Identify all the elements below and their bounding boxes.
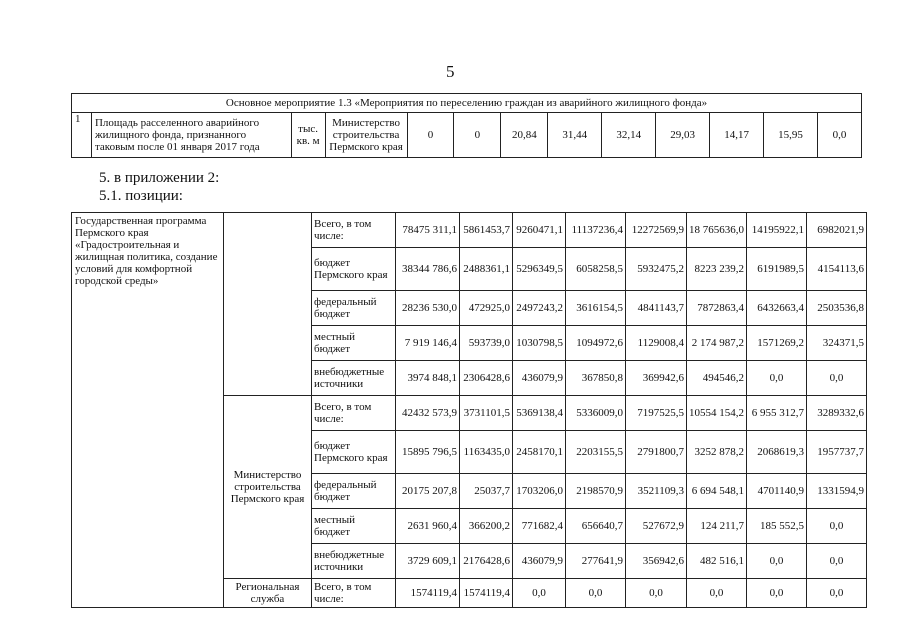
table-cell: 277641,9	[566, 544, 626, 579]
table-row	[72, 213, 867, 248]
table-cell: 7 919 146,4	[396, 326, 460, 361]
indicator-value: 32,14	[602, 113, 656, 158]
table-cell: 5932475,2	[626, 248, 687, 291]
indicator-value: 0,0	[818, 113, 862, 158]
funding-source: местный бюджет	[312, 509, 396, 544]
table-cell: 3729 609,1	[396, 544, 460, 579]
table-cell: 18 765636,0	[687, 213, 747, 248]
table-cell: 324371,5	[807, 326, 867, 361]
funding-source: внебюджетные источники	[312, 361, 396, 396]
table-cell: 2198570,9	[566, 474, 626, 509]
table-cell: 6432663,4	[747, 291, 807, 326]
table-cell: 1574119,4	[396, 579, 460, 608]
table-cell: 7197525,5	[626, 396, 687, 431]
table-cell: 14195922,1	[747, 213, 807, 248]
table-cell: 1957737,7	[807, 431, 867, 474]
table-cell: 1331594,9	[807, 474, 867, 509]
funding-source: федеральный бюджет	[312, 474, 396, 509]
table-cell: 0,0	[687, 579, 747, 608]
table-cell: 369942,6	[626, 361, 687, 396]
table-cell: 6982021,9	[807, 213, 867, 248]
indicator-executor: Министерство строительства Пермского края	[325, 113, 407, 158]
table-cell: 9260471,1	[513, 213, 566, 248]
table-cell: 3974 848,1	[396, 361, 460, 396]
executor-cell: Министерство строительства Пермского края	[224, 396, 312, 579]
funding-source: Всего, в том числе:	[312, 213, 396, 248]
table-cell: 5296349,5	[513, 248, 566, 291]
indicator-unit: тыс. кв. м	[291, 113, 325, 158]
table-cell: 7872863,4	[687, 291, 747, 326]
table-cell: 2497243,2	[513, 291, 566, 326]
indicator-row-number: 1	[72, 113, 92, 158]
table-cell: 0,0	[747, 361, 807, 396]
table-cell: 0,0	[513, 579, 566, 608]
table-cell: 656640,7	[566, 509, 626, 544]
funding-source: федеральный бюджет	[312, 291, 396, 326]
table-cell: 4701140,9	[747, 474, 807, 509]
table-cell: 4841143,7	[626, 291, 687, 326]
indicator-value: 20,84	[501, 113, 548, 158]
table-cell: 78475 311,1	[396, 213, 460, 248]
table-cell: 771682,4	[513, 509, 566, 544]
table-cell: 494546,2	[687, 361, 747, 396]
table-cell: 25037,7	[460, 474, 513, 509]
table-cell: 6058258,5	[566, 248, 626, 291]
funding-source: бюджет Пермского края	[312, 431, 396, 474]
table-cell: 2 174 987,2	[687, 326, 747, 361]
indicator-value: 0	[407, 113, 454, 158]
table-cell: 356942,6	[626, 544, 687, 579]
funding-source: внебюджетные источники	[312, 544, 396, 579]
table-cell: 6 694 548,1	[687, 474, 747, 509]
table-cell: 124 211,7	[687, 509, 747, 544]
table-cell: 3731101,5	[460, 396, 513, 431]
table-cell: 5861453,7	[460, 213, 513, 248]
funding-source: местный бюджет	[312, 326, 396, 361]
page-number: 5	[446, 62, 455, 81]
subsection-heading: 5.1. позиции:	[99, 188, 183, 204]
table-cell: 3616154,5	[566, 291, 626, 326]
table-cell: 0,0	[626, 579, 687, 608]
table-cell: 0,0	[747, 544, 807, 579]
table-cell: 366200,2	[460, 509, 513, 544]
table-cell: 5369138,4	[513, 396, 566, 431]
table-cell: 20175 207,8	[396, 474, 460, 509]
table-cell: 2176428,6	[460, 544, 513, 579]
table-cell: 1163435,0	[460, 431, 513, 474]
section-heading: 5. в приложении 2:	[99, 170, 220, 186]
indicator-value: 31,44	[548, 113, 602, 158]
table-cell: 0,0	[566, 579, 626, 608]
table-cell: 10554 154,2	[687, 396, 747, 431]
table-cell: 0,0	[807, 544, 867, 579]
table-cell: 6 955 312,7	[747, 396, 807, 431]
table-cell: 8223 239,2	[687, 248, 747, 291]
table-cell: 2203155,5	[566, 431, 626, 474]
indicator-value: 29,03	[656, 113, 710, 158]
table-cell: 3289332,6	[807, 396, 867, 431]
table-cell: 1129008,4	[626, 326, 687, 361]
table-cell: 1571269,2	[747, 326, 807, 361]
table-cell: 0,0	[807, 509, 867, 544]
indicator-name: Площадь расселенного аварийного жилищного фонда, признанного таковым после 01 января 2017 года	[91, 113, 291, 158]
table-cell: 5336009,0	[566, 396, 626, 431]
table-cell: 2488361,1	[460, 248, 513, 291]
table-cell: 12272569,9	[626, 213, 687, 248]
table-cell: 472925,0	[460, 291, 513, 326]
table-cell: 436079,9	[513, 544, 566, 579]
funding-source: Всего, в том числе:	[312, 396, 396, 431]
table-cell: 367850,8	[566, 361, 626, 396]
indicator-value: 0	[454, 113, 501, 158]
table-cell: 593739,0	[460, 326, 513, 361]
table-cell: 28236 530,0	[396, 291, 460, 326]
table-cell: 4154113,6	[807, 248, 867, 291]
indicator-value: 14,17	[710, 113, 764, 158]
program-name: Государственная программа Пермского края «Градостроительная и жилищная политика, создание условий для комфортной городской среды»	[72, 213, 224, 608]
table-cell: 2306428,6	[460, 361, 513, 396]
table-cell: 1094972,6	[566, 326, 626, 361]
indicator-table	[71, 93, 862, 158]
table-cell: 2631 960,4	[396, 509, 460, 544]
table-cell: 0,0	[807, 579, 867, 608]
table-cell: 11137236,4	[566, 213, 626, 248]
table-cell: 3521109,3	[626, 474, 687, 509]
table-cell: 0,0	[747, 579, 807, 608]
table-cell: 42432 573,9	[396, 396, 460, 431]
executor-cell: Региональная служба	[224, 579, 312, 608]
table-cell: 6191989,5	[747, 248, 807, 291]
table-cell: 2068619,3	[747, 431, 807, 474]
table-cell: 15895 796,5	[396, 431, 460, 474]
indicator-value: 15,95	[764, 113, 818, 158]
table-cell: 3252 878,2	[687, 431, 747, 474]
table-cell: 1030798,5	[513, 326, 566, 361]
table-cell: 436079,9	[513, 361, 566, 396]
table-cell: 0,0	[807, 361, 867, 396]
table-cell: 1703206,0	[513, 474, 566, 509]
table-cell: 482 516,1	[687, 544, 747, 579]
funding-source: бюджет Пермского края	[312, 248, 396, 291]
funding-source: Всего, в том числе:	[312, 579, 396, 608]
table-cell: 2458170,1	[513, 431, 566, 474]
indicator-table-header: Основное мероприятие 1.3 «Мероприятия по переселению граждан из аварийного жилищного фонда»	[72, 94, 862, 113]
program-table	[71, 212, 867, 608]
table-cell: 38344 786,6	[396, 248, 460, 291]
executor-cell	[224, 213, 312, 396]
table-cell: 2503536,8	[807, 291, 867, 326]
table-cell: 527672,9	[626, 509, 687, 544]
table-cell: 185 552,5	[747, 509, 807, 544]
indicator-row	[72, 113, 862, 158]
table-cell: 2791800,7	[626, 431, 687, 474]
table-cell: 1574119,4	[460, 579, 513, 608]
